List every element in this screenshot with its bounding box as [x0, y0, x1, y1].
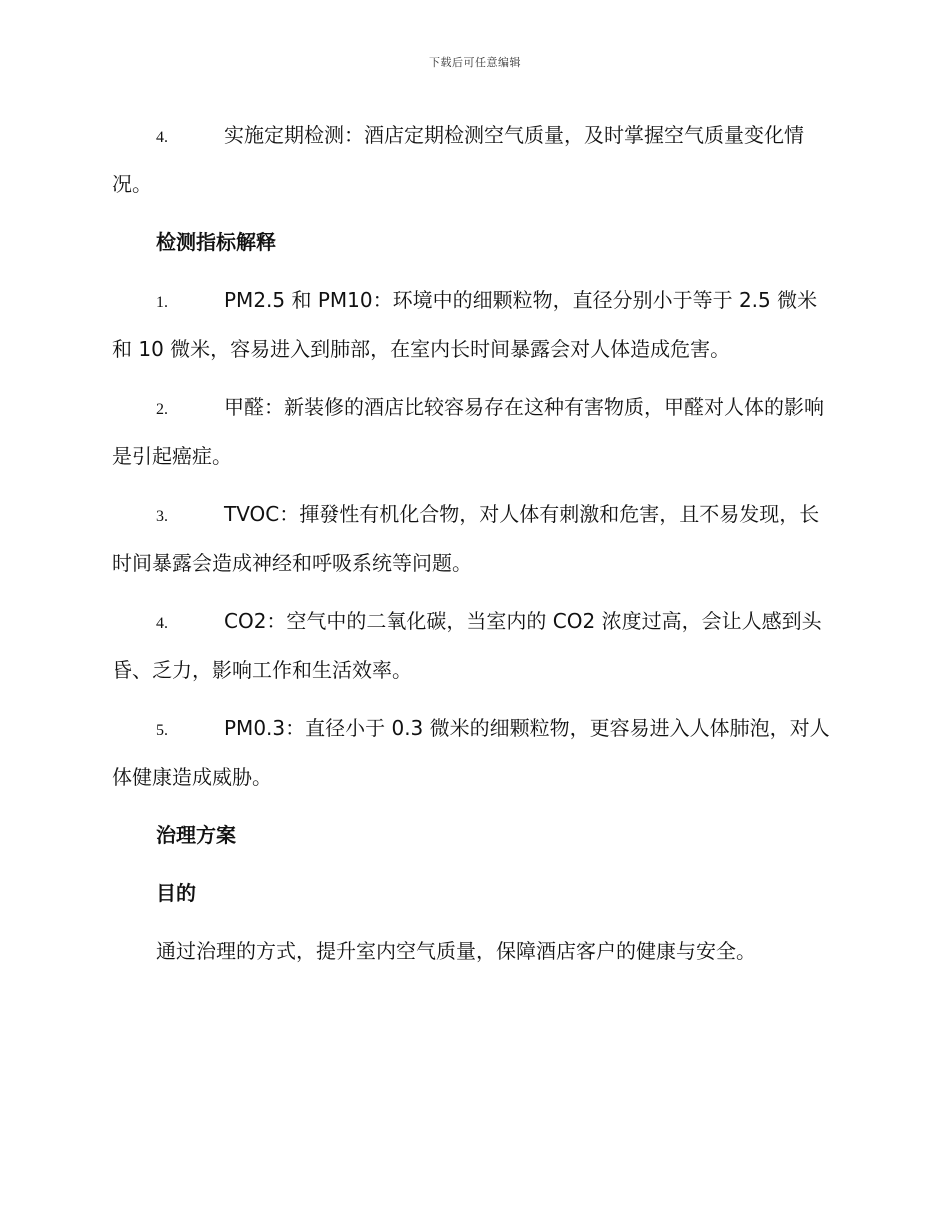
- document-body: [112, 112, 836, 986]
- list-number: 3.: [156, 508, 168, 525]
- list-item-text: 实施定期检测：酒店定期检测空气质量，及时掌握空气质量变化情况。: [112, 123, 804, 196]
- section-heading-plan: 治理方案: [156, 823, 236, 847]
- list-number: 4.: [156, 129, 168, 146]
- list-number: 5.: [156, 722, 168, 739]
- list-item-co2: [112, 598, 836, 693]
- list-item-pm25: [112, 277, 836, 372]
- list-number: 1.: [156, 294, 168, 311]
- list-item-text: PM2.5 和 PM10：环境中的细颗粒物，直径分别小于等于 2.5 微米和 10 微米，容易进入到肺部，在室内长时间暴露会对人体造成危害。: [112, 288, 818, 361]
- list-item-text: 甲醛：新装修的酒店比较容易存在这种有害物质，甲醛对人体的影响是引起癌症。: [112, 395, 824, 468]
- list-item-tvoc: [112, 491, 836, 586]
- list-item-text: TVOC：揮發性有机化合物，对人体有刺激和危害，且不易发现，长时间暴露会造成神经和呼吸系统等问题。: [112, 502, 820, 575]
- list-item-text: CO2：空气中的二氧化碳，当室内的 CO2 浓度过高，会让人感到头昏、乏力，影响工作和生活效率。: [112, 609, 822, 682]
- list-item-formaldehyde: [112, 384, 836, 479]
- list-item-pm03: [112, 705, 836, 800]
- section-heading-goal: 目的: [156, 881, 196, 905]
- list-number: 2.: [156, 401, 168, 418]
- goal-paragraph: 通过治理的方式，提升室内空气质量，保障酒店客户的健康与安全。: [156, 939, 756, 963]
- list-item-regular-testing: [112, 112, 836, 207]
- list-number: 4.: [156, 615, 168, 632]
- section-heading-indicators: 检测指标解释: [156, 230, 276, 254]
- list-item-text: PM0.3：直径小于 0.3 微米的细颗粒物，更容易进入人体肺泡，对人体健康造成威胁。: [112, 716, 830, 789]
- page-header: 下载后可任意编辑: [429, 56, 521, 69]
